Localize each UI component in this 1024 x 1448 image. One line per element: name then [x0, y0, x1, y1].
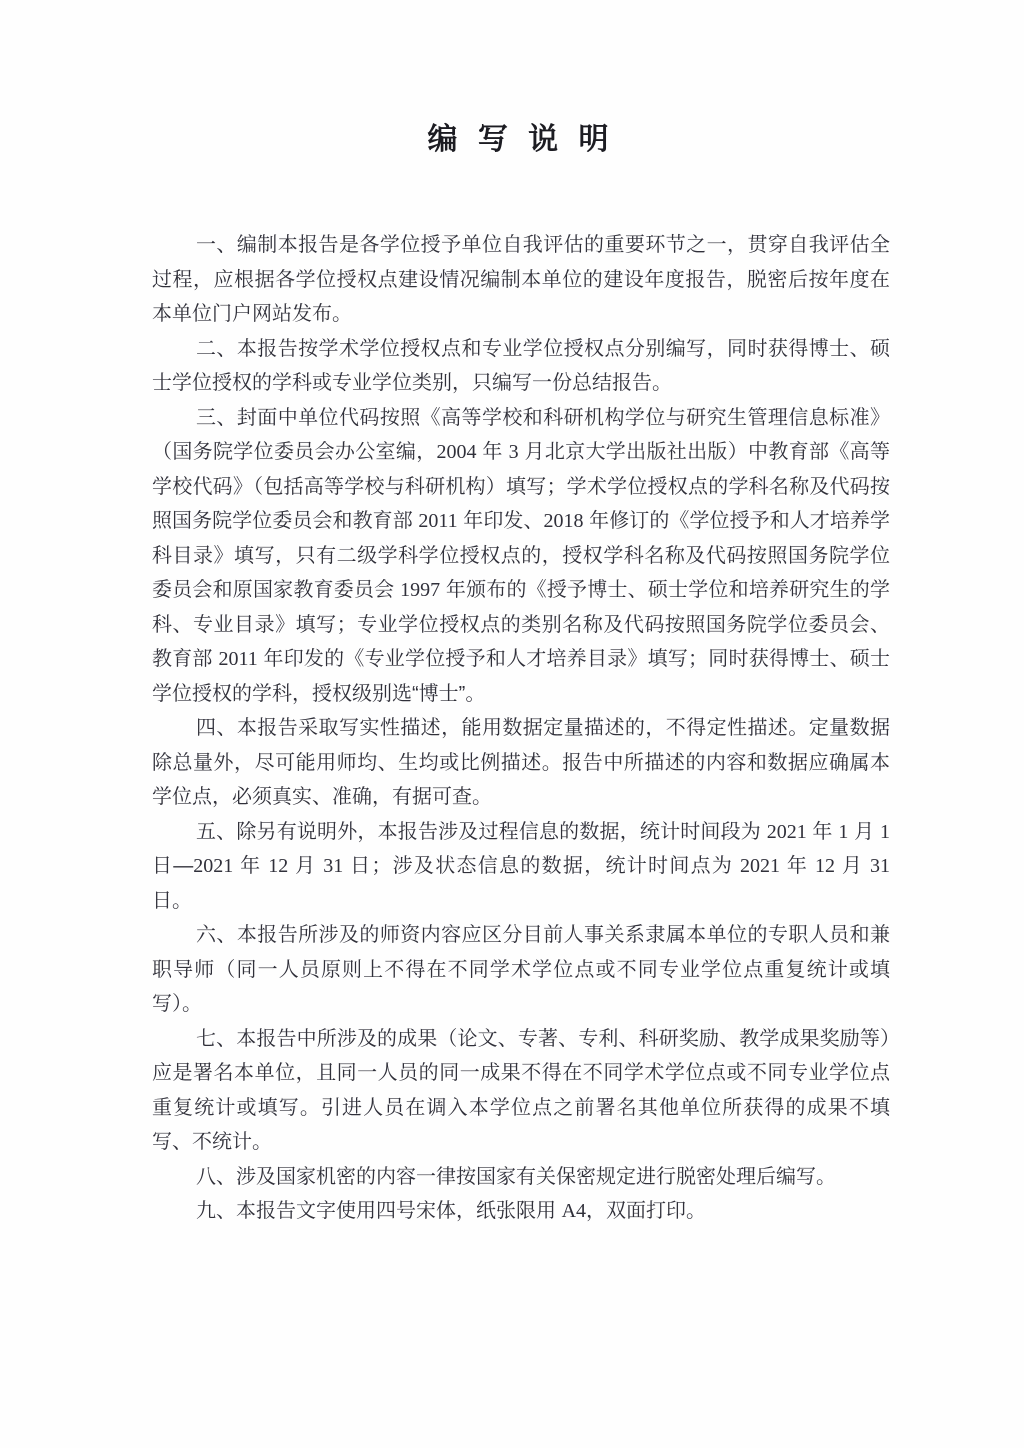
instruction-paragraph-8: 八、涉及国家机密的内容一律按国家有关保密规定进行脱密处理后编写。: [196, 1165, 836, 1188]
page-title: 编 写 说 明: [427, 123, 615, 156]
instruction-paragraph-6: 六、本报告所涉及的师资内容应区分目前人事关系隶属本单位的专职人员和兼职导师（同一人员原则上不得在不同学术学位点或不同专业学位点重复统计或填写）。: [152, 924, 890, 1015]
instruction-paragraph-2: 二、本报告按学术学位授权点和专业学位授权点分别编写，同时获得博士、硕士学位授权的学科或专业学位类别，只编写一份总结报告。: [152, 337, 890, 394]
instruction-paragraph-1: 一、编制本报告是各学位授予单位自我评估的重要环节之一，贯穿自我评估全过程，应根据各学位授权点建设情况编制本单位的建设年度报告，脱密后按年度在本单位门户网站发布。: [152, 234, 890, 325]
instruction-paragraph-3: 三、封面中单位代码按照《高等学校和科研机构学位与研究生管理信息标准》（国务院学位委员会办公室编，2004 年 3 月北京大学出版社出版）中教育部《高等学校代码》（包括高等学校与科研机构）填写；学术学位授权点的学科名称及代码按照国务院学位委员会和教育部 2011 年印发、2018 年修订的《学位授予和人才培养学科目录》填写，只有二级学科学位授权点的，授权学科名称及代码按照国务院学位委员会和原国家教育委员会 1997 年颁布的《授予博士、硕士学位和培养研究生的学科、专业目录》填写；专业学位授权点的类别名称及代码按照国务院学位委员会、教育部 2011 年印发的《专业学位授予和人才培养目录》填写；同时获得博士、硕士学位授权的学科，授权级别选“博士”。: [152, 406, 891, 705]
instruction-paragraph-9: 九、本报告文字使用四号宋体，纸张限用 A4，双面打印。: [196, 1200, 707, 1222]
instruction-paragraph-4: 四、本报告采取写实性描述，能用数据定量描述的，不得定性描述。定量数据除总量外，尽可能用师均、生均或比例描述。报告中所描述的内容和数据应确属本学位点，必须真实、准确，有据可查。: [152, 717, 890, 808]
document-body: [152, 228, 890, 1229]
instruction-paragraph-7: 七、本报告中所涉及的成果（论文、专著、专利、科研奖励、教学成果奖励等）应是署名本单位，且同一人员的同一成果不得在不同学术学位点或不同专业学位点重复统计或填写。引进人员在调入本学位点之前署名其他单位所获得的成果不填写、不统计。: [152, 1027, 890, 1153]
instruction-paragraph-5: 五、除另有说明外，本报告涉及过程信息的数据，统计时间段为 2021 年 1 月 1 日—2021 年 12 月 31 日；涉及状态信息的数据，统计时间点为 2021 年 12 月 31 日。: [152, 820, 890, 912]
